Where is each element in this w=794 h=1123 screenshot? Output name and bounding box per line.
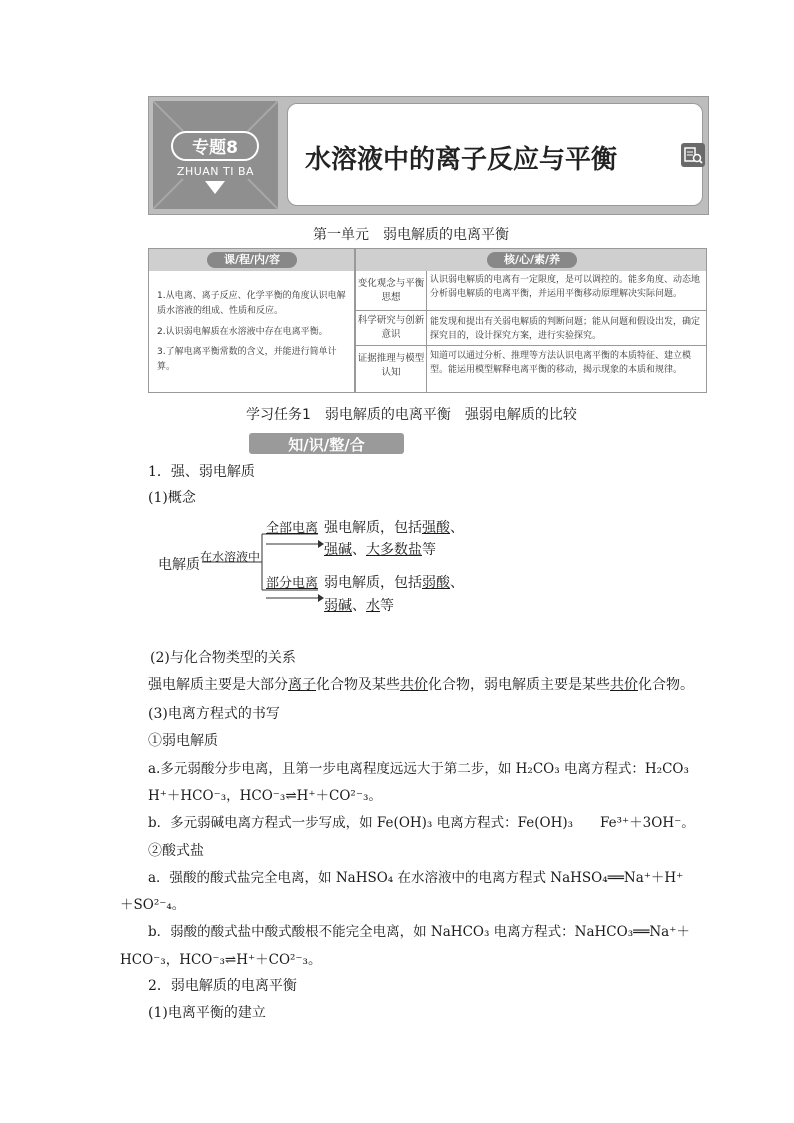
- unit-title: 第一单元 弱电解质的电离平衡: [313, 227, 509, 243]
- blank-fill: 共价: [400, 677, 428, 693]
- blank-fill: 弱酸: [422, 575, 450, 591]
- row-divider: [356, 310, 706, 311]
- blank-fill: 离子: [288, 677, 316, 693]
- equation-line: b．多元弱碱电离方程式一步写成，如 Fe(OH)₃ 电离方程式：Fe(OH)₃ Fe³⁺＋3OH⁻。: [148, 815, 695, 831]
- text: 等: [380, 598, 394, 614]
- section-banner: [249, 433, 404, 454]
- literacy-label: 变化观念与平衡思想: [357, 278, 425, 303]
- text: 强电解质，包括: [324, 520, 422, 536]
- equation-line: H⁺＋HCO⁻₃，HCO⁻₃⇌H⁺＋CO²⁻₃。: [148, 788, 382, 804]
- objectives-table: [148, 248, 707, 393]
- topic-badge: [153, 101, 278, 209]
- literacy-text: 知道可以通过分析、推理等方法认识电离平衡的本质特征、建立模型。能运用模型解释电离平衡的移动，揭示现象的本质和规律。: [430, 351, 692, 375]
- badge-sub: ZHUAN TI BA: [176, 165, 255, 178]
- section-heading: 1．强、弱电解质: [148, 464, 255, 480]
- course-item: 1.从电离、离子反应、化学平衡的角度认识电解质水溶液的组成、性质和反应。: [157, 291, 346, 316]
- section-heading: 2．弱电解质的电离平衡: [148, 978, 297, 994]
- diagram-upper-line1: [324, 518, 464, 538]
- subsection-heading: (1)概念: [148, 490, 196, 506]
- diagram-root: 电解质: [158, 557, 200, 573]
- literacy-heading: 核/心/素/养: [487, 252, 577, 268]
- equation-line: a.多元弱酸分步电离，且第一步电离程度远远大于第二步，如 H₂CO₃ 电离方程式：H₂CO₃: [148, 761, 689, 777]
- row-divider: [356, 345, 706, 346]
- literacy-label: 科学研究与创新意识: [357, 315, 425, 340]
- blank-fill: 强碱: [324, 542, 352, 558]
- blank-fill: 大多数盐: [366, 542, 422, 558]
- diagram-upper-line2: [324, 540, 436, 560]
- text: 化合物，弱电解质主要是某些: [428, 677, 610, 693]
- diagram-lower-line2: [324, 596, 394, 616]
- blank-fill: 弱碱: [324, 598, 352, 614]
- badge-label: 专题8: [171, 131, 259, 161]
- literacy-text: 能发现和提出有关弱电解质的判断问题；能从问题和假设出发，确定探究目的，设计探究方案，进行实验探究。: [430, 317, 701, 341]
- text: 化合物。: [638, 677, 694, 693]
- relation-text: [148, 675, 694, 695]
- electrolyte-diagram: [150, 512, 470, 622]
- label-divider: [426, 271, 427, 392]
- equation-line: HCO⁻₃，HCO⁻₃⇌H⁺＋CO²⁻₃。: [120, 952, 322, 968]
- blank-fill: 共价: [610, 677, 638, 693]
- text: 、: [352, 598, 366, 614]
- acid-salt-heading: ②酸式盐: [148, 843, 204, 859]
- text: 、: [450, 575, 464, 591]
- text: 、: [450, 520, 464, 536]
- equation-line: ＋SO²⁻₄。: [120, 897, 186, 913]
- course-heading: 课/程/内/容: [207, 252, 297, 268]
- blank-fill: 强酸: [422, 520, 450, 536]
- weak-heading: ①弱电解质: [148, 733, 218, 749]
- text: 等: [422, 542, 436, 558]
- text: 弱电解质，包括: [324, 575, 422, 591]
- text: 、: [352, 542, 366, 558]
- page-title: 水溶液中的离子反应与平衡: [305, 145, 618, 175]
- document-search-icon: [681, 143, 705, 167]
- course-item: 2.认识弱电解质在水溶液中存在电离平衡。: [157, 327, 328, 337]
- subsection-heading: (3)电离方程式的书写: [148, 706, 280, 722]
- task-title: 学习任务1 弱电解质的电离平衡 强弱电解质的比较: [246, 407, 577, 423]
- equation-line: a．强酸的酸式盐完全电离，如 NaHSO₄ 在水溶液中的电离方程式 NaHSO₄══Na⁺＋H⁺: [148, 870, 684, 886]
- badge-arrow-icon: [205, 181, 225, 194]
- text: 化合物及某些: [316, 677, 400, 693]
- subsection-heading: (1)电离平衡的建立: [148, 1005, 266, 1021]
- diagram-lower-label: 部分电离: [266, 576, 319, 591]
- equation-line: b．弱酸的酸式盐中酸式酸根不能完全电离，如 NaHCO₃ 电离方程式：NaHCO₃══Na⁺＋: [148, 924, 690, 940]
- blank-fill: 水: [366, 598, 380, 614]
- diagram-branch-label: 在水溶液中: [200, 550, 261, 564]
- literacy-label: 证据推理与模型认知: [357, 353, 425, 378]
- diagram-lower-line1: [324, 573, 464, 593]
- text: 强电解质主要是大部分: [148, 677, 288, 693]
- course-item: 3.了解电离平衡常数的含义，并能进行简单计算。: [157, 347, 337, 372]
- subsection-heading: (2)与化合物类型的关系: [150, 650, 296, 666]
- literacy-rows: [356, 271, 706, 392]
- diagram-upper-label: 全部电离: [266, 521, 319, 536]
- section-banner-label: 知/识/整/合: [288, 436, 365, 454]
- literacy-text: 认识弱电解质的电离有一定限度，是可以调控的。能多角度、动态地分析弱电解质的电离平衡，并运用平衡移动原理解决实际问题。: [430, 275, 701, 299]
